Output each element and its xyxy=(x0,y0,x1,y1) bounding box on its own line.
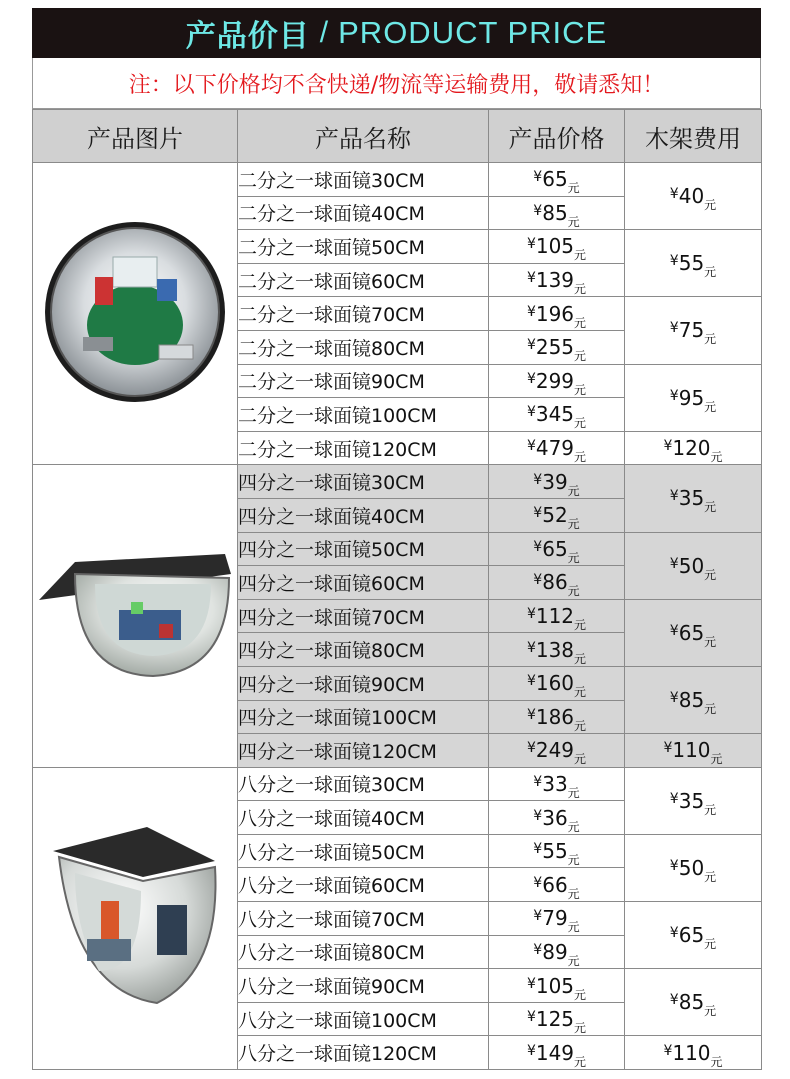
currency-symbol: ¥ xyxy=(533,471,543,488)
price-unit: 元 xyxy=(574,282,587,297)
product-name: 八分之一球面镜80CM xyxy=(238,935,489,969)
price-unit: 元 xyxy=(710,1054,723,1069)
product-price xyxy=(489,969,625,1003)
price-unit: 元 xyxy=(704,399,717,414)
product-name: 二分之一球面镜60CM xyxy=(238,263,489,297)
banner-title-cn: 产品价目 xyxy=(185,19,310,54)
price-amount: 36 xyxy=(542,805,568,830)
currency-symbol: ¥ xyxy=(669,320,679,337)
price-unit: 元 xyxy=(574,1021,587,1036)
currency-symbol: ¥ xyxy=(533,202,543,219)
price-unit: 元 xyxy=(567,214,580,229)
price-unit: 元 xyxy=(710,450,723,465)
banner-separator: / xyxy=(319,16,329,49)
currency-symbol: ¥ xyxy=(526,606,536,623)
price-unit: 元 xyxy=(567,886,580,901)
currency-symbol: ¥ xyxy=(663,740,673,757)
product-price xyxy=(489,263,625,297)
price-amount: 86 xyxy=(542,570,568,595)
table-row xyxy=(33,163,762,197)
price-unit: 元 xyxy=(704,567,717,582)
product-name: 八分之一球面镜90CM xyxy=(238,969,489,1003)
price-amount: 139 xyxy=(535,268,575,293)
product-name: 四分之一球面镜80CM xyxy=(238,633,489,667)
price-amount: 95 xyxy=(678,385,705,410)
column-header: 木架费用 xyxy=(625,110,762,163)
product-price xyxy=(489,1002,625,1036)
product-price xyxy=(489,902,625,936)
product-name: 八分之一球面镜50CM xyxy=(238,834,489,868)
currency-symbol: ¥ xyxy=(533,807,543,824)
price-amount: 65 xyxy=(542,536,568,561)
product-name: 八分之一球面镜60CM xyxy=(238,868,489,902)
product-name: 二分之一球面镜70CM xyxy=(238,297,489,331)
product-price xyxy=(489,465,625,499)
price-unit: 元 xyxy=(704,198,717,213)
currency-symbol: ¥ xyxy=(526,1009,536,1026)
product-name: 四分之一球面镜70CM xyxy=(238,599,489,633)
price-unit: 元 xyxy=(574,248,587,263)
price-unit: 元 xyxy=(574,1054,587,1069)
currency-symbol: ¥ xyxy=(669,925,679,942)
wooden-crate-fee xyxy=(625,532,762,599)
product-price xyxy=(489,700,625,734)
price-amount: 105 xyxy=(535,973,575,998)
product-price xyxy=(489,666,625,700)
price-amount: 105 xyxy=(535,234,575,259)
currency-symbol: ¥ xyxy=(533,874,543,891)
half-dome-mirror-image xyxy=(43,217,227,407)
currency-symbol: ¥ xyxy=(526,270,536,287)
product-price xyxy=(489,330,625,364)
product-name: 八分之一球面镜120CM xyxy=(238,1036,489,1070)
price-unit: 元 xyxy=(567,853,580,868)
product-image-cell xyxy=(33,767,238,1069)
wooden-crate-fee xyxy=(625,969,762,1036)
product-price xyxy=(489,532,625,566)
price-amount: 65 xyxy=(678,620,705,645)
currency-symbol: ¥ xyxy=(533,908,543,925)
price-amount: 75 xyxy=(678,318,705,343)
price-amount: 110 xyxy=(672,1040,711,1065)
product-name: 二分之一球面镜100CM xyxy=(238,398,489,432)
currency-symbol: ¥ xyxy=(669,387,679,404)
price-unit: 元 xyxy=(704,869,717,884)
price-amount: 35 xyxy=(678,788,705,813)
currency-symbol: ¥ xyxy=(669,622,679,639)
price-unit: 元 xyxy=(574,416,587,431)
product-price xyxy=(489,364,625,398)
wooden-crate-fee xyxy=(625,364,762,431)
currency-symbol: ¥ xyxy=(526,404,536,421)
price-amount: 79 xyxy=(542,906,568,931)
price-unit: 元 xyxy=(567,181,580,196)
currency-symbol: ¥ xyxy=(526,438,536,455)
price-table xyxy=(32,109,762,1070)
currency-symbol: ¥ xyxy=(663,438,673,455)
price-amount: 85 xyxy=(678,990,705,1015)
product-name: 二分之一球面镜80CM xyxy=(238,330,489,364)
wooden-crate-fee xyxy=(625,902,762,969)
price-amount: 110 xyxy=(672,738,711,763)
product-name: 四分之一球面镜40CM xyxy=(238,498,489,532)
price-amount: 40 xyxy=(678,184,705,209)
price-unit: 元 xyxy=(567,483,580,498)
price-amount: 50 xyxy=(678,553,705,578)
price-amount: 138 xyxy=(535,637,575,662)
price-amount: 89 xyxy=(542,939,568,964)
price-unit: 元 xyxy=(704,265,717,280)
price-unit: 元 xyxy=(574,382,587,397)
product-price xyxy=(489,398,625,432)
price-amount: 112 xyxy=(535,604,575,629)
currency-symbol: ¥ xyxy=(526,337,536,354)
price-group-eighth xyxy=(33,767,762,1069)
price-unit: 元 xyxy=(567,785,580,800)
product-price xyxy=(489,566,625,600)
price-unit: 元 xyxy=(567,920,580,935)
product-price xyxy=(489,633,625,667)
product-name: 四分之一球面镜50CM xyxy=(238,532,489,566)
product-image-cell xyxy=(33,163,238,465)
currency-symbol: ¥ xyxy=(669,555,679,572)
wooden-crate-fee xyxy=(625,767,762,834)
table-row xyxy=(33,767,762,801)
wooden-crate-fee xyxy=(625,465,762,532)
product-price xyxy=(489,599,625,633)
currency-symbol: ¥ xyxy=(669,253,679,270)
currency-symbol: ¥ xyxy=(669,488,679,505)
table-header-row xyxy=(33,110,762,163)
product-price xyxy=(489,734,625,768)
price-unit: 元 xyxy=(704,937,717,952)
currency-symbol: ¥ xyxy=(526,673,536,690)
currency-symbol: ¥ xyxy=(669,690,679,706)
product-name: 二分之一球面镜40CM xyxy=(238,196,489,230)
currency-symbol: ¥ xyxy=(533,773,543,790)
price-amount: 39 xyxy=(542,469,568,494)
price-unit: 元 xyxy=(704,332,717,347)
product-price xyxy=(489,767,625,801)
price-amount: 65 xyxy=(678,923,705,948)
price-amount: 85 xyxy=(678,688,705,712)
product-price xyxy=(489,868,625,902)
price-unit: 元 xyxy=(567,550,580,565)
price-amount: 55 xyxy=(542,839,568,864)
column-header: 产品名称 xyxy=(238,110,489,163)
price-unit: 元 xyxy=(704,634,717,649)
quarter-dome-mirror-image xyxy=(35,544,235,684)
product-name: 八分之一球面镜100CM xyxy=(238,1002,489,1036)
currency-symbol: ¥ xyxy=(526,740,536,757)
currency-symbol: ¥ xyxy=(526,639,536,656)
price-amount: 85 xyxy=(542,200,568,225)
product-price xyxy=(489,230,625,264)
price-unit: 元 xyxy=(567,953,580,968)
price-unit: 元 xyxy=(567,819,580,834)
product-name: 八分之一球面镜30CM xyxy=(238,767,489,801)
price-amount: 52 xyxy=(542,503,568,528)
product-price xyxy=(489,431,625,465)
price-group-quarter xyxy=(33,465,762,767)
table-row xyxy=(33,465,762,499)
currency-symbol: ¥ xyxy=(663,1042,673,1059)
product-price xyxy=(489,801,625,835)
price-unit: 元 xyxy=(574,618,587,633)
product-name: 八分之一球面镜70CM xyxy=(238,902,489,936)
currency-symbol: ¥ xyxy=(669,992,679,1009)
product-price xyxy=(489,1036,625,1070)
price-unit: 元 xyxy=(574,718,587,733)
product-name: 四分之一球面镜100CM xyxy=(238,700,489,734)
price-amount: 65 xyxy=(542,167,568,192)
price-amount: 120 xyxy=(672,436,711,461)
price-amount: 479 xyxy=(535,436,575,461)
currency-symbol: ¥ xyxy=(526,236,536,253)
price-unit: 元 xyxy=(574,315,587,330)
price-unit: 元 xyxy=(574,349,587,364)
wooden-crate-fee xyxy=(625,734,762,768)
price-amount: 149 xyxy=(535,1040,575,1065)
price-amount: 125 xyxy=(535,1007,575,1032)
currency-symbol: ¥ xyxy=(669,857,679,874)
product-price xyxy=(489,297,625,331)
price-amount: 249 xyxy=(535,738,575,763)
price-unit: 元 xyxy=(567,584,580,599)
price-amount: 33 xyxy=(542,771,568,796)
price-amount: 35 xyxy=(678,486,705,511)
price-unit: 元 xyxy=(574,450,587,465)
price-unit: 元 xyxy=(704,500,717,515)
price-unit: 元 xyxy=(574,651,587,666)
price-amount: 66 xyxy=(542,872,568,897)
wooden-crate-fee xyxy=(625,297,762,364)
eighth-dome-mirror-image xyxy=(45,821,225,1011)
currency-symbol: ¥ xyxy=(526,1042,536,1059)
product-name: 四分之一球面镜30CM xyxy=(238,465,489,499)
product-name: 二分之一球面镜90CM xyxy=(238,364,489,398)
currency-symbol: ¥ xyxy=(533,505,543,522)
wooden-crate-fee xyxy=(625,666,762,733)
price-amount: 255 xyxy=(535,335,575,360)
price-unit: 元 xyxy=(704,702,717,716)
currency-symbol: ¥ xyxy=(669,186,679,203)
wooden-crate-fee xyxy=(625,834,762,901)
banner-title-en: PRODUCT PRICE xyxy=(338,15,608,50)
currency-symbol: ¥ xyxy=(533,572,543,589)
product-name: 八分之一球面镜40CM xyxy=(238,801,489,835)
product-image-cell xyxy=(33,465,238,767)
product-name: 四分之一球面镜120CM xyxy=(238,734,489,768)
price-amount: 160 xyxy=(535,671,575,696)
product-name: 二分之一球面镜50CM xyxy=(238,230,489,264)
shipping-notice: 注：以下价格均不含快递/物流等运输费用，敬请悉知！ xyxy=(32,58,761,109)
price-amount: 50 xyxy=(678,855,705,880)
wooden-crate-fee xyxy=(625,599,762,666)
currency-symbol: ¥ xyxy=(533,941,543,958)
price-amount: 196 xyxy=(535,301,575,326)
currency-symbol: ¥ xyxy=(526,370,536,387)
wooden-crate-fee xyxy=(625,163,762,230)
price-unit: 元 xyxy=(567,517,580,532)
page-banner xyxy=(32,8,761,58)
column-header: 产品价格 xyxy=(489,110,625,163)
price-unit: 元 xyxy=(704,802,717,817)
currency-symbol: ¥ xyxy=(526,975,536,992)
product-price xyxy=(489,163,625,197)
product-price xyxy=(489,935,625,969)
currency-symbol: ¥ xyxy=(533,841,543,858)
price-amount: 186 xyxy=(535,704,575,729)
currency-symbol: ¥ xyxy=(526,706,536,723)
price-unit: 元 xyxy=(710,752,723,767)
product-price xyxy=(489,196,625,230)
product-name: 四分之一球面镜90CM xyxy=(238,666,489,700)
column-header: 产品图片 xyxy=(33,110,238,163)
currency-symbol: ¥ xyxy=(533,169,543,186)
currency-symbol: ¥ xyxy=(533,538,543,555)
wooden-crate-fee xyxy=(625,1036,762,1070)
product-price xyxy=(489,498,625,532)
product-name: 二分之一球面镜30CM xyxy=(238,163,489,197)
price-amount: 345 xyxy=(535,402,575,427)
currency-symbol: ¥ xyxy=(669,790,679,807)
product-name: 二分之一球面镜120CM xyxy=(238,431,489,465)
price-amount: 299 xyxy=(535,368,575,393)
price-amount: 55 xyxy=(678,251,705,276)
wooden-crate-fee xyxy=(625,431,762,465)
wooden-crate-fee xyxy=(625,230,762,297)
price-unit: 元 xyxy=(574,987,587,1002)
product-price xyxy=(489,834,625,868)
price-unit: 元 xyxy=(574,752,587,767)
currency-symbol: ¥ xyxy=(526,303,536,320)
product-name: 四分之一球面镜60CM xyxy=(238,566,489,600)
price-unit: 元 xyxy=(704,1004,717,1019)
price-unit: 元 xyxy=(574,685,587,700)
price-group-half xyxy=(33,163,762,465)
